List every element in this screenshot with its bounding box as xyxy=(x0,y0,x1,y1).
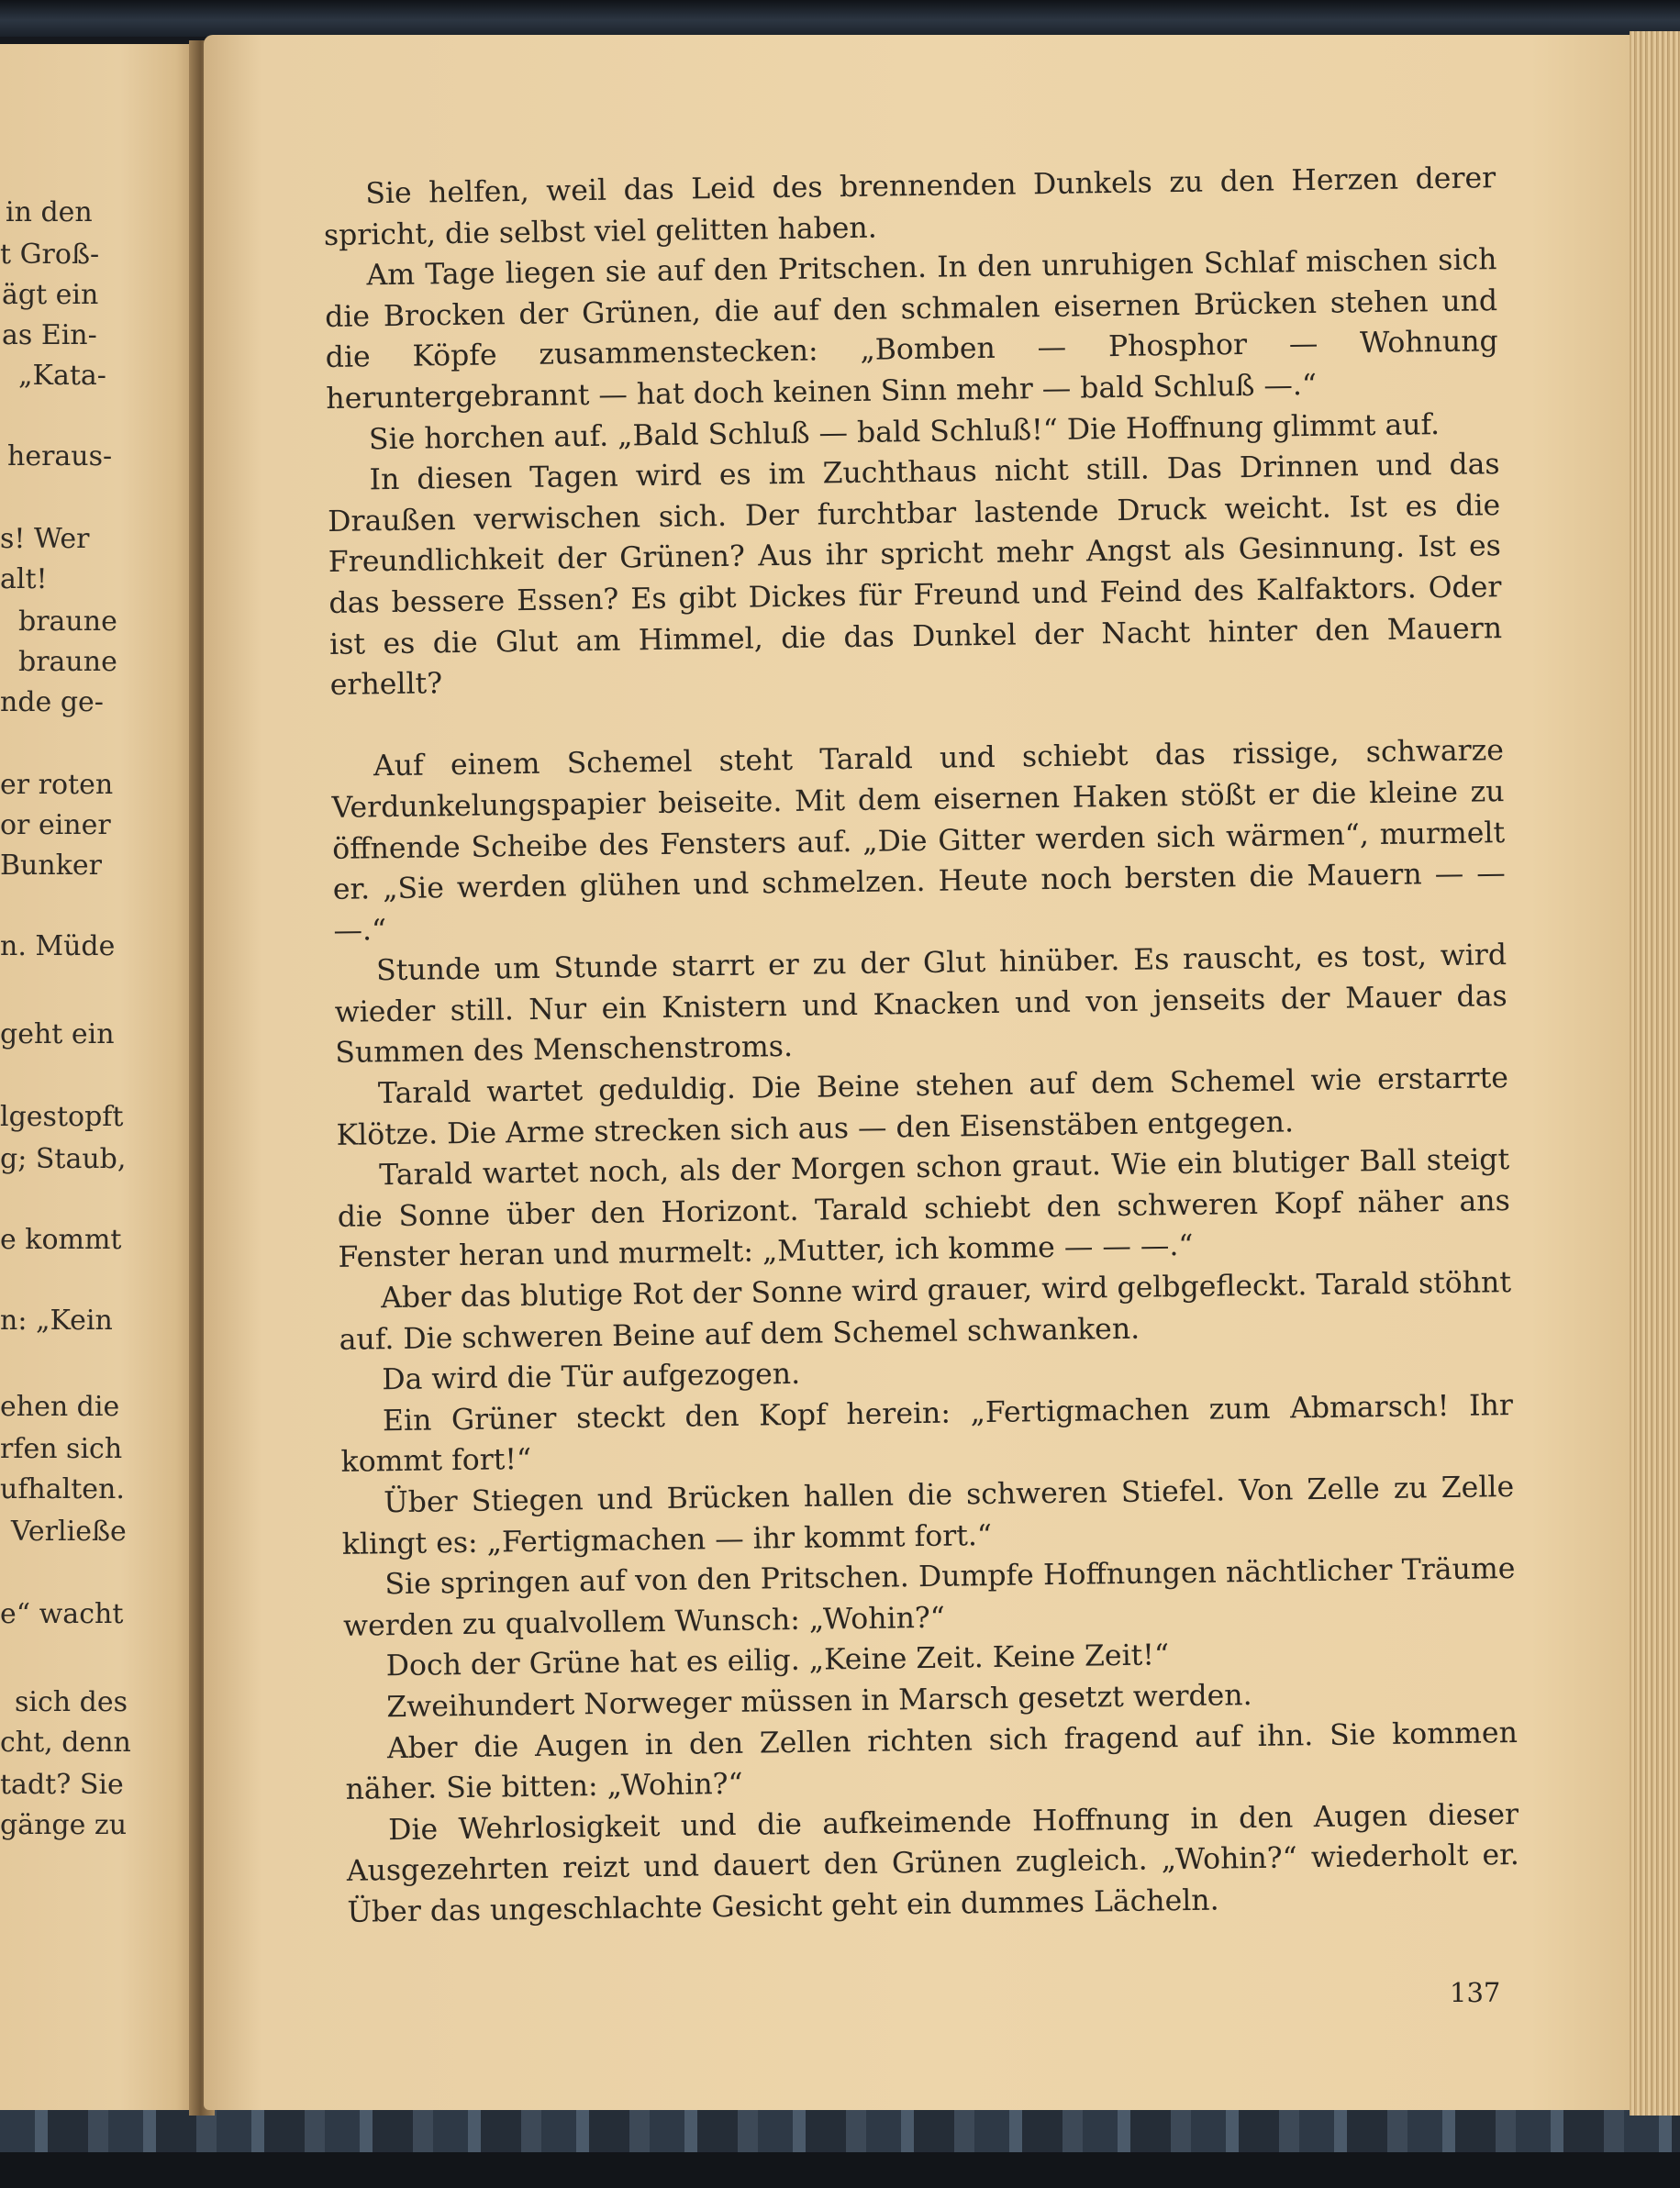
left-line: ägt ein xyxy=(2,279,99,311)
book-cover-top xyxy=(0,0,1680,37)
left-line: as Ein- xyxy=(2,319,97,351)
left-line: „Kata- xyxy=(18,360,106,392)
paragraph: Die Wehrlosigkeit und die aufkeimende Hoffnung in den Augen dieser Ausgezehrten reizt und dauert den Grünen zugleich. „Wohin?“ wiederholt er. Über das ungeschlachte Gesicht geht ein dummes Lächeln. xyxy=(346,1797,1519,1929)
left-line: Bunker xyxy=(0,850,102,882)
left-line: braune xyxy=(18,646,117,678)
left-line: ufhalten. xyxy=(0,1473,125,1505)
left-line: cht, denn xyxy=(0,1727,131,1759)
paragraph: Über Stiegen und Brücken hallen die schweren Stiefel. Von Zelle zu Zelle klingt es: „Fertigmachen — ihr kommt fort.“ xyxy=(341,1471,1515,1561)
right-page-text xyxy=(323,158,1520,1933)
left-line: ehen die xyxy=(0,1391,120,1423)
left-line: t Groß- xyxy=(0,239,100,271)
paragraph: Ein Grüner steckt den Kopf herein: „Fertigmachen zum Abmarsch! Ihr kommt fort!“ xyxy=(340,1388,1514,1480)
left-line: e“ wacht xyxy=(0,1598,124,1630)
paragraph: Sie springen auf von den Pritschen. Dumpfe Hoffnungen nächtlicher Träume werden zu qualvollem Wunsch: „Wohin?“ xyxy=(342,1552,1516,1643)
paragraph: Zweihundert Norweger müssen in Marsch gesetzt werden. xyxy=(386,1678,1252,1725)
page-number: 137 xyxy=(1450,1977,1501,2008)
paragraph: Stunde um Stunde starrt er zu der Glut hinüber. Es rauscht, es tost, wird wieder still. Nur ein Knistern und Knacken und von jenseits der Mauer das Summen des Menschenstroms. xyxy=(334,939,1508,1071)
left-page xyxy=(0,44,200,2110)
left-line: rfen sich xyxy=(0,1433,123,1465)
left-line: geht ein xyxy=(0,1018,115,1050)
left-line: tadt? Sie xyxy=(0,1769,124,1801)
left-line: alt! xyxy=(0,563,48,595)
paragraph: Tarald wartet geduldig. Die Beine stehen auf dem Schemel wie erstarrte Klötze. Die Arme strecken sich aus — den Eisenstäben entgegen. xyxy=(336,1061,1509,1152)
left-line: gänge zu xyxy=(0,1809,128,1841)
paragraph: Da wird die Tür aufgezogen. xyxy=(382,1358,801,1397)
left-line: or einer xyxy=(0,809,111,841)
paragraph: Aber die Augen in den Zellen richten sich fragend auf ihn. Sie kommen näher. Sie bitten: „Wohin?“ xyxy=(345,1716,1519,1806)
left-line: sich des xyxy=(15,1686,128,1718)
paragraph: Auf einem Schemel steht Tarald und schiebt das rissige, schwarze Verdunkelungspapier beiseite. Mit dem eisernen Haken stößt er die kleine zu öffnende Scheibe des Fensters auf. „Die Gitter werden sich wärmen“, murmelt er. „Sie werden glühen und schmelzen. Heute noch bersten die Mauern — — —.“ xyxy=(331,734,1507,948)
page-edges xyxy=(1630,31,1680,2116)
left-line: e kommt xyxy=(0,1224,122,1256)
paragraph: Sie horchen auf. „Bald Schluß — bald Schluß!“ Die Hoffnung glimmt auf. xyxy=(368,407,1441,456)
paragraph: Am Tage liegen sie auf den Pritschen. In den unruhigen Schlaf mischen sich die Brocken der Grünen, die auf den schmalen eisernen Brücken stehen und die Köpfe zusammenstecken: „Bomben — Phosphor — Wohnung heruntergebrannt — hat doch keinen Sinn mehr — bald Schluß —.“ xyxy=(324,243,1498,416)
paragraph: Sie helfen, weil das Leid des brennenden Dunkels zu den Herzen derer spricht, die selbst viel gelitten haben. xyxy=(323,161,1496,252)
paragraph: Tarald wartet noch, als der Morgen schon graut. Wie ein blutiger Ball steigt die Sonne über den Horizont. Tarald schiebt den schweren Kopf näher ans Fenster heran und murmelt: „Mutter, ich komme — — —.“ xyxy=(337,1143,1510,1275)
left-line: Verließe xyxy=(11,1516,127,1548)
book-cover-bottom xyxy=(0,2110,1680,2188)
paragraph: Aber das blutige Rot der Sonne wird grauer, wird gelbgefleckt. Tarald stöhnt auf. Die schweren Beine auf dem Schemel schwanken. xyxy=(339,1266,1512,1357)
left-line: n: „Kein xyxy=(0,1305,113,1337)
left-line: lgestopft xyxy=(0,1101,124,1133)
paragraph: Doch der Grüne hat es eilig. „Keine Zeit. Keine Zeit!“ xyxy=(385,1638,1170,1683)
left-line: n. Müde xyxy=(0,930,116,962)
left-line: s! Wer xyxy=(0,523,90,555)
left-line: heraus- xyxy=(7,440,113,472)
paragraph: In diesen Tagen wird es im Zuchthaus nicht still. Das Drinnen und das Draußen verwischen sich. Der furchtbar lastende Druck weicht. Ist es die Freundlichkeit der Grünen? Aus ihr spricht mehr Angst als Gesinnung. Ist es das bessere Essen? Es gibt Dickes für Freund und Feind des Kalfaktors. Oder ist es die Glut am Himmel, die das Dunkel der Nacht hinter den Mauern erhellt? xyxy=(328,448,1503,703)
left-line: er roten xyxy=(0,769,114,801)
left-line: nde ge- xyxy=(0,686,104,718)
left-line: in den xyxy=(6,196,93,228)
left-line: g; Staub, xyxy=(0,1143,127,1175)
left-line: braune xyxy=(18,605,117,638)
